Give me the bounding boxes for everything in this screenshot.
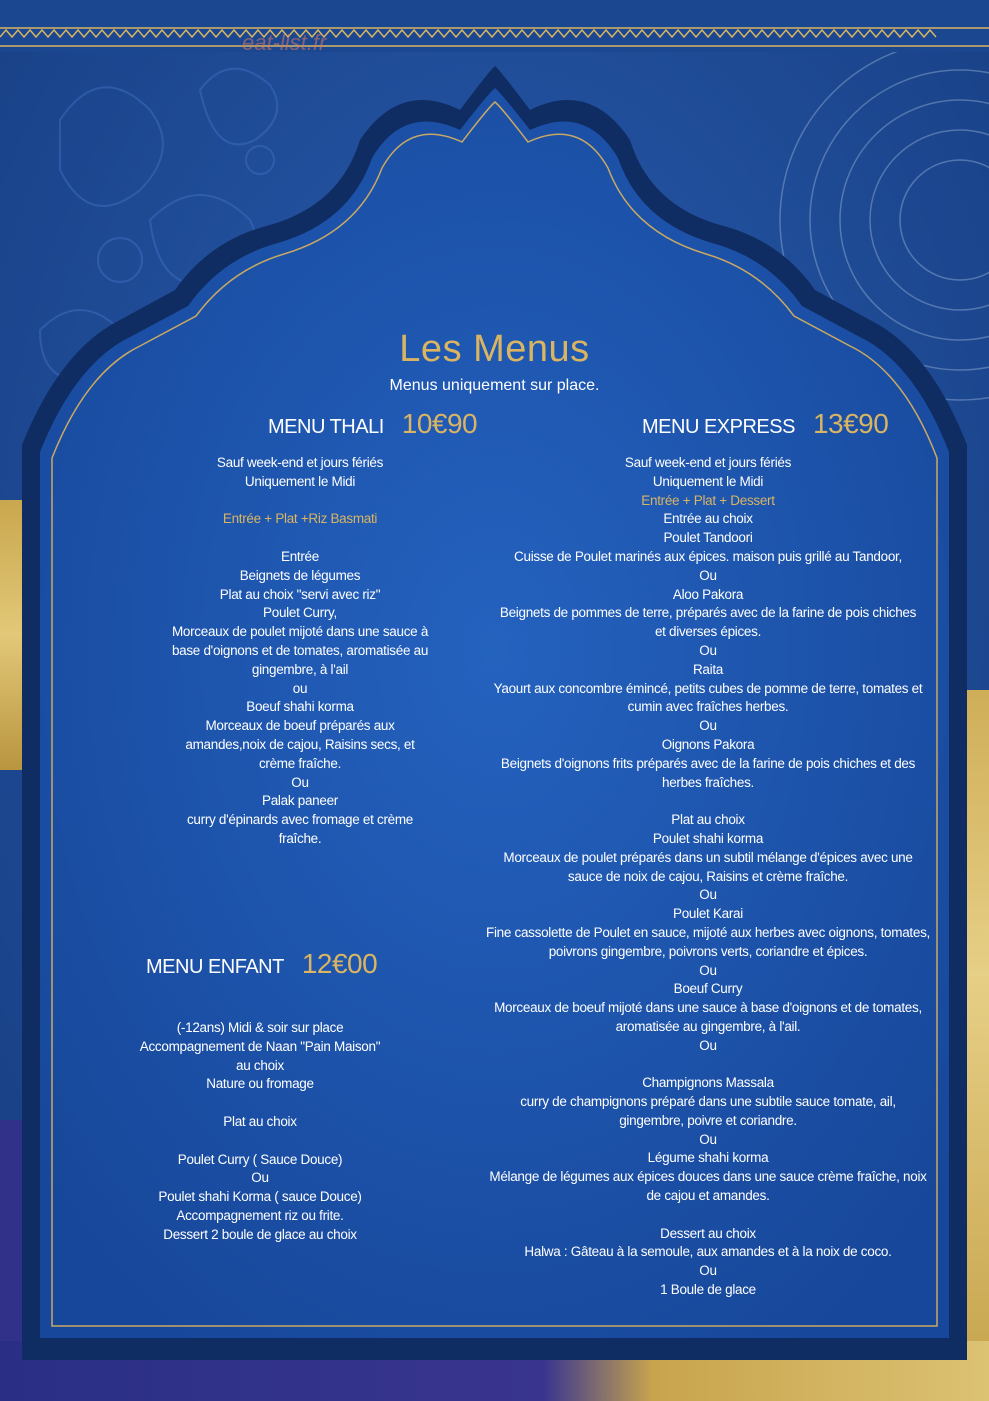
menu-line: Entrée [281,548,319,564]
menu-thali-name: MENU THALI [268,416,384,438]
menu-line: gingembre, poivre et coriandre. [619,1112,797,1128]
menu-line: Ou [699,567,717,583]
menu-line: Sauf week-end et jours fériés [216,455,384,470]
menu-line: Boeuf Curry [673,981,743,997]
menu-line: Beignets d'oignons frits préparés avec de la farine de pois chiches et des [500,755,916,771]
menu-line: Poulet Curry ( Sauce Douce) [177,1151,343,1167]
menu-line: Accompagnement de Naan "Pain Maison" [139,1038,381,1054]
menu-line: Ou [699,1131,717,1147]
menu-line: ou [292,680,308,696]
menu-line: Plat au choix "servi avec riz" [219,586,381,602]
menu-line: sauce de noix de cajou, Raisins et crème fraîche. [567,868,849,884]
menu-express-details [478,454,938,1300]
menu-line: Yaourt aux concombre émincé, petits cubes de pomme de terre, tomates et [493,680,923,696]
menu-line: cumin avec fraîches herbes. [627,699,789,715]
menu-line: Ou [291,774,309,790]
menu-line: Ou [699,887,717,903]
menu-line: Dessert au choix [660,1225,756,1241]
menu-line: Poulet Curry, [263,605,337,621]
menu-line: Ou [699,718,717,734]
menu-line: Poulet Karai [673,906,743,922]
menu-line: poivrons gingembre, poivrons verts, coriandre et épices. [548,943,868,959]
menu-line: Ou [251,1170,269,1186]
menu-line: curry de champignons préparé dans une subtile sauce tomate, ail, [520,1094,896,1110]
menu-line: (-12ans) Midi & soir sur place [176,1020,344,1035]
menu-express-price: 13€90 [812,408,889,439]
menu-line: Uniquement le Midi [244,473,356,489]
menu-line [478,792,938,811]
menu-line: Uniquement le Midi [652,473,764,489]
watermark-text: eat-list.fr [242,30,327,55]
menu-line: Plat au choix [671,812,745,828]
menu-line: Mélange de légumes aux épices douces dans une sauce crème fraîche, noix [489,1169,927,1185]
menu-line: et diverses épices. [654,624,762,640]
menu-line: au choix [236,1057,284,1073]
menu-line: Ou [699,1263,717,1279]
menu-express-header [642,408,888,440]
menu-line: Poulet Tandoori [663,530,753,546]
menu-line [478,1056,938,1075]
menu-line [80,1132,440,1151]
menu-line: fraîche. [278,830,322,846]
menu-line [110,492,490,511]
menu-line: Beignets de légumes [239,567,361,583]
menu-line: Raita [692,661,723,677]
menu-line: Entrée au choix [663,511,753,527]
menu-line: Poulet shahi korma [652,830,764,846]
menu-line: Morceaux de boeuf mijoté dans une sauce à base d'oignons et de tomates, [494,1000,922,1016]
menu-line: Halwa : Gâteau à la semoule, aux amandes et à la noix de coco. [524,1244,892,1260]
menu-line: Morceaux de poulet préparés dans un subtil mélange d'épices avec une [503,849,913,865]
menu-line: crème fraîche. [258,755,342,771]
menu-line: Nature ou fromage [206,1076,314,1092]
menu-line: Ou [699,1037,717,1053]
menu-line: aromatisée au gingembre, à l'ail. [615,1018,801,1034]
menu-line: Dessert 2 boule de glace au choix [163,1226,357,1242]
menu-line: Palak paneer [262,793,338,809]
menu-line: 1 Boule de glace [660,1282,756,1298]
menu-thali-header [268,408,477,440]
menu-line: gingembre, à l'ail [251,661,349,677]
menu-line: Fine cassolette de Poulet en sauce, mijoté aux herbes avec oignons, tomates, [486,924,930,940]
menu-line: base d'oignons et de tomates, aromatisée au [171,642,429,658]
menu-line: Oignons Pakora [661,736,755,752]
menu-line: curry d'épinards avec fromage et crème [186,812,414,828]
menu-line: Accompagnement riz ou frite. [176,1207,344,1223]
page-subtitle: Menus uniquement sur place. [389,377,600,394]
menu-enfant-price: 12€00 [301,948,378,979]
menu-line: Plat au choix [223,1113,297,1129]
menu-line: Entrée + Plat + Dessert [641,492,775,508]
menu-line: Ou [699,962,717,978]
menu-line: Beignets de pommes de terre, préparés avec de la farine de pois chiches [499,605,917,621]
menu-line: Cuisse de Poulet marinés aux épices. maison puis grillé au Tandoor, [514,548,902,564]
menu-enfant-header [146,948,377,980]
menu-line: Morceaux de boeuf préparés aux [205,718,395,734]
menu-line: Boeuf shahi korma [246,699,354,715]
menu-line: Poulet shahi Korma ( sauce Douce) [158,1189,362,1205]
menu-thali-details [110,454,490,849]
menu-line [478,1206,938,1225]
page-title: Les Menus [399,328,590,370]
menu-line: Légume shahi korma [647,1150,769,1166]
menu-line: Aloo Pakora [672,586,744,602]
menu-line [110,529,490,548]
menu-line: Entrée + Plat +Riz Basmati [222,511,378,527]
menu-line: Sauf week-end et jours fériés [624,455,792,470]
menu-enfant-details [80,1019,440,1245]
menu-express-name: MENU EXPRESS [642,416,795,438]
menu-line: herbes fraîches. [661,774,754,790]
menu-line: Champignons Massala [642,1075,774,1091]
menu-line [80,1094,440,1113]
menu-line: Morceaux de poulet mijoté dans une sauce à [171,624,429,640]
menu-enfant-name: MENU ENFANT [146,956,284,978]
menu-thali-price: 10€90 [401,408,478,439]
menu-line: de cajou et amandes. [646,1188,770,1204]
menu-line: amandes,noix de cajou, Raisins secs, et [185,736,415,752]
menu-line: Ou [699,642,717,658]
